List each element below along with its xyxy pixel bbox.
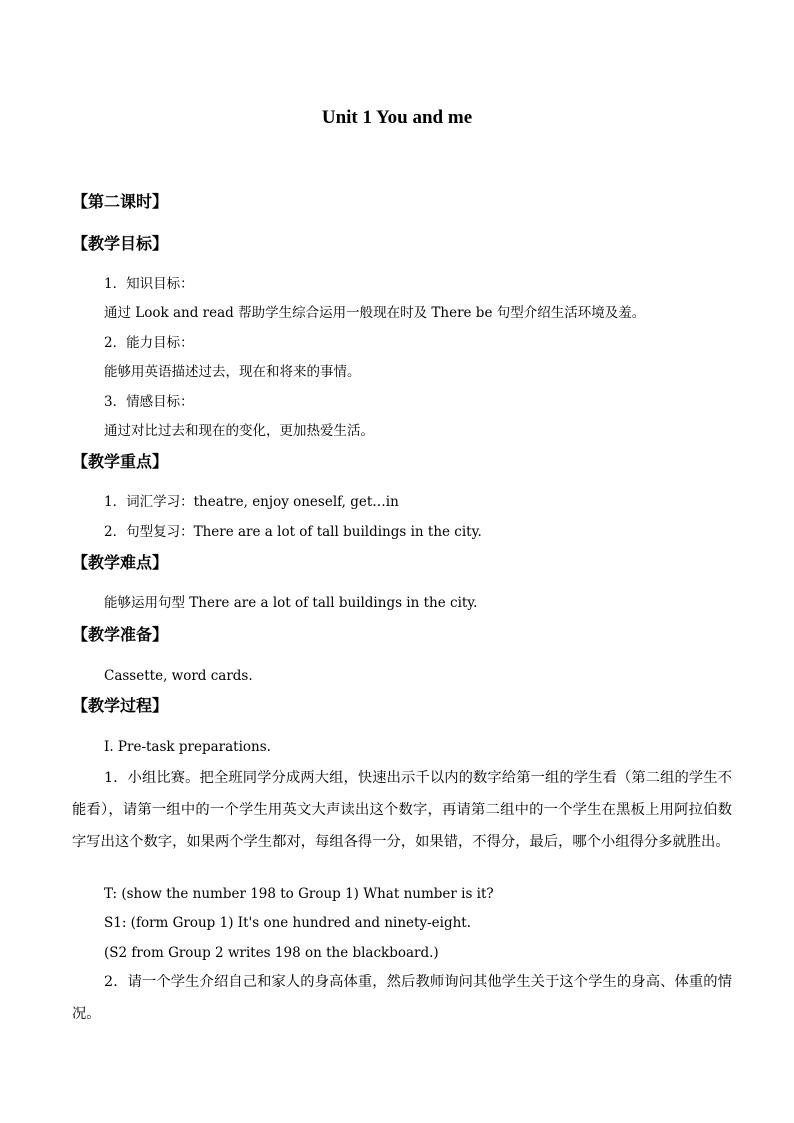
process-step-1: 1．小组比赛。把全班同学分成两大组，快速出示千以内的数字给第一组的学生看（第二组的学生不能看），请第一组中的一个学生用英文大声读出这个数字，再请第二组中的一个学生在黑板上用阿拉伯数字写出这个数字，如果两个学生都对，每组各得一分，如果错，不得分，最后，哪个小组得分多就胜出。 <box>72 770 732 850</box>
heading-objectives: 【教学目标】 <box>72 234 169 253</box>
objective-ability-text: 能够用英语描述过去，现在和将来的事情。 <box>104 364 361 380</box>
dialog-student-1: S1: (form Group 1) It's one hundred and ninety-eight. <box>104 915 471 931</box>
preparation-text: Cassette, word cards. <box>104 668 253 684</box>
objective-emotion-text: 通过对比过去和现在的变化，更加热爱生活。 <box>104 423 374 439</box>
dialog-teacher: T: (show the number 198 to Group 1) What number is it? <box>104 886 494 902</box>
key-point-sentence: 2．句型复习：There are a lot of tall buildings in the city. <box>104 524 482 540</box>
key-point-vocab: 1．词汇学习：theatre, enjoy oneself, get…in <box>104 494 399 510</box>
process-step-2: 2．请一个学生介绍自己和家人的身高体重，然后教师询问其他学生关于这个学生的身高、体重的情况。 <box>72 974 732 1022</box>
difficulty-text: 能够运用句型 There are a lot of tall buildings in the city. <box>104 595 478 611</box>
dialog-student-2: (S2 from Group 2 writes 198 on the blackboard.) <box>104 945 439 961</box>
objective-ability-label: 2．能力目标： <box>104 335 194 351</box>
heading-process: 【教学过程】 <box>72 696 169 715</box>
heading-key-points: 【教学重点】 <box>72 452 169 471</box>
heading-preparation: 【教学准备】 <box>72 625 169 644</box>
objective-emotion-label: 3．情感目标： <box>104 394 194 410</box>
document-title: Unit 1 You and me <box>321 107 473 128</box>
process-section-1: I. Pre-task preparations. <box>104 739 271 755</box>
objective-knowledge-text: 通过 Look and read 帮助学生综合运用一般现在时及 There be 句型介绍生活环境及羞。 <box>104 305 646 321</box>
objective-knowledge-label: 1．知识目标： <box>104 276 194 292</box>
heading-lesson: 【第二课时】 <box>72 192 169 211</box>
heading-difficulties: 【教学难点】 <box>72 553 169 572</box>
